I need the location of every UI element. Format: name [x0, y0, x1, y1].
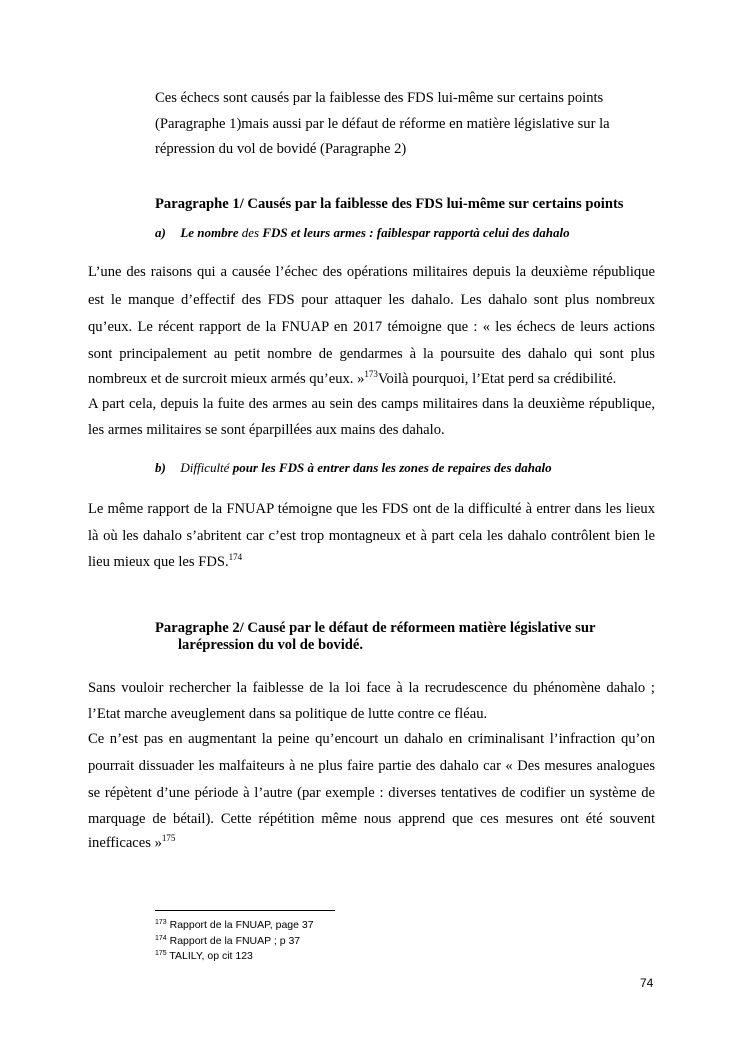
- body-b-line-1: Le même rapport de la FNUAP témoigne que les FDS ont de la difficulté à entrer dans les lieux: [88, 501, 655, 517]
- page-number: 74: [640, 976, 654, 990]
- body-2-line-4: pourrait dissuader les malfaiteurs à ne plus faire partie des dahalo car « Des mesures analogues: [88, 758, 655, 774]
- body-a-line-2: est le manque d’effectif des FDS pour attaquer les dahalo. Les dahalo sont plus nombreux: [88, 292, 655, 308]
- footnote-175: [155, 949, 253, 963]
- paragraph-1-heading: Paragraphe 1/ Causés par la faiblesse des FDS lui-même sur certains points: [155, 196, 624, 212]
- footnote-text: TALILY, op cit 123: [166, 950, 253, 962]
- subheading-b-text-2: pour les FDS à entrer dans les zones de repaires des dahalo: [229, 460, 552, 475]
- body-2-line-6: marquage de bétail). Cette répétition même nous apprend que ces mesures ont été souvent: [88, 811, 655, 827]
- footnote-number: 174: [155, 935, 167, 942]
- body-2-line-5: se répètent d’une période à l’autre (par exemple : diverses tentatives de codifier un système de: [88, 785, 655, 801]
- body-a-line-7: les armes militaires se sont éparpillées aux mains des dahalo.: [88, 422, 445, 438]
- body-a-line-1: L’une des raisons qui a causée l’échec des opérations militaires depuis la deuxième république: [88, 264, 655, 280]
- body-a-line-4: sont principalement au petit nombre de gendarmes à la poursuite des dahalo qui sont plus: [88, 346, 655, 362]
- footnote-text: Rapport de la FNUAP ; p 37: [166, 935, 301, 947]
- body-a-line-6: A part cela, depuis la fuite des armes au sein des camps militaires dans la deuxième république,: [88, 396, 655, 412]
- subheading-a-text-1: Le nombre: [180, 225, 242, 240]
- body-2-line-7: [88, 834, 175, 852]
- intro-line-2: (Paragraphe 1)mais aussi par le défaut de réforme en matière législative sur la: [155, 116, 610, 132]
- footnote-ref-173: 173: [364, 369, 378, 379]
- subheading-a: [155, 224, 570, 242]
- body-a-line-5-text-b: Voilà pourquoi, l’Etat perd sa crédibilité.: [377, 371, 617, 387]
- body-2-line-2: l’Etat marche aveuglement dans sa politique de lutte contre ce fléau.: [88, 706, 488, 722]
- subheading-a-text-2: des: [241, 225, 260, 240]
- body-a-line-3: qu’eux. Le récent rapport de la FNUAP en 2017 témoigne que : « les échecs de leurs actions: [88, 319, 655, 335]
- footnote-separator: [155, 910, 335, 911]
- footnote-ref-174: 174: [228, 552, 243, 562]
- subheading-a-marker: a): [155, 225, 166, 240]
- footnote-173: [155, 918, 314, 932]
- body-2-line-3: Ce n’est pas en augmentant la peine qu’encourt un dahalo en criminalisant l’infraction qu’on: [88, 731, 655, 747]
- subheading-a-text-3: FDS et leurs armes : faiblespar rapportà celui des dahalo: [259, 225, 570, 240]
- footnote-number: 175: [155, 950, 167, 957]
- subheading-b-marker: b): [155, 460, 166, 475]
- paragraph-2-heading-line-1: Paragraphe 2/ Causé par le défaut de réformeen matière législative sur: [155, 620, 596, 636]
- footnote-ref-175: 175: [161, 833, 176, 843]
- paragraph-2-heading-line-2: larépression du vol de bovidé.: [178, 637, 364, 653]
- body-2-line-1: Sans vouloir rechercher la faiblesse de la loi face à la recrudescence du phénomène dahalo ;: [88, 680, 655, 696]
- body-b-line-3: [88, 553, 242, 571]
- footnote-number: 173: [155, 919, 167, 926]
- body-a-line-5: [88, 370, 616, 388]
- footnote-text: Rapport de la FNUAP, page 37: [166, 919, 314, 931]
- subheading-b: [155, 459, 552, 477]
- intro-line-1: Ces échecs sont causés par la faiblesse des FDS lui-même sur certains points: [155, 90, 604, 106]
- body-b-line-2: là où les dahalo s’abritent car c’est trop montagneux et à part cela les dahalo contrôlent bien le: [88, 528, 655, 544]
- body-b-line-3-text: lieu mieux que les FDS.: [88, 554, 229, 570]
- subheading-b-text-1: Difficulté: [180, 460, 230, 475]
- intro-line-3: répression du vol de bovidé (Paragraphe 2): [155, 141, 407, 157]
- footnote-174: [155, 934, 300, 948]
- body-2-line-7-text: inefficaces »: [88, 835, 162, 851]
- body-a-line-5-text: nombreux et de surcroit mieux armés qu’eux. »: [88, 371, 365, 387]
